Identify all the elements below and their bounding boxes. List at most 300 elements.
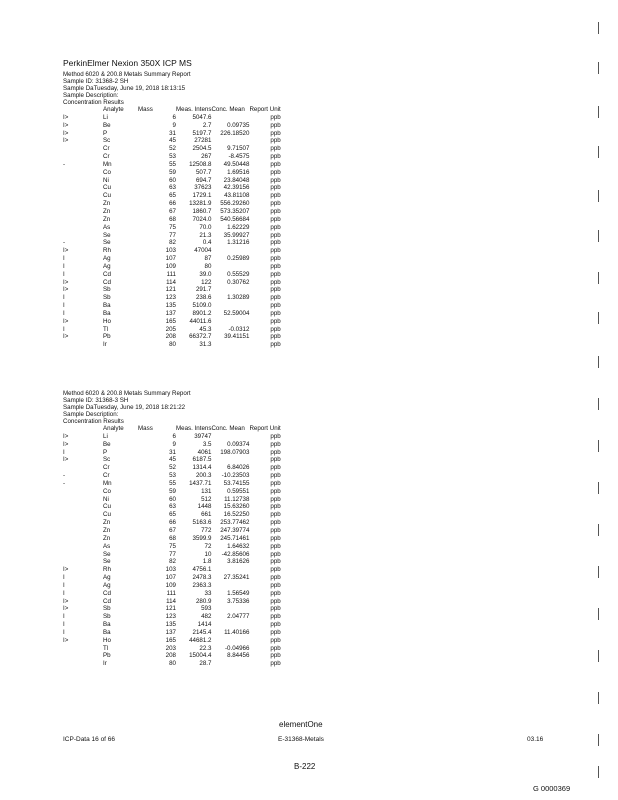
analyte-cell: Ir [103, 660, 107, 668]
meta-line: Method 6020 & 200.8 Metals Summary Report [63, 390, 191, 397]
table-row [63, 621, 281, 629]
table-row [63, 551, 281, 559]
row-flag [63, 200, 103, 208]
intensity-cell: 291.7 [195, 286, 212, 294]
table-row [63, 464, 281, 472]
unit-cell: ppb [270, 192, 281, 200]
intensity-cell: 5197.7 [192, 129, 212, 137]
analyte-cell: Zn [103, 200, 111, 208]
table-row [63, 449, 281, 457]
column-header: Mass [138, 106, 153, 113]
row-flag: I> [63, 278, 69, 286]
mass-cell: 107 [165, 574, 176, 582]
report-meta [63, 71, 313, 106]
table-row [63, 294, 281, 302]
row-flag [63, 224, 103, 232]
intensity-cell: 2504.5 [192, 145, 212, 153]
column-header: Conc. Mean [211, 106, 245, 113]
unit-cell: ppb [270, 613, 281, 621]
concentration-cell: -0.04966 [225, 644, 250, 652]
unit-cell: ppb [270, 129, 281, 137]
row-flag [63, 535, 103, 543]
concentration-cell: 1.69516 [227, 168, 250, 176]
mass-cell: 65 [169, 192, 176, 200]
row-flag: I [63, 309, 65, 317]
concentration-cell [211, 433, 249, 441]
row-flag: - [63, 479, 66, 487]
intensity-cell: 22.3 [199, 644, 212, 652]
row-flag: I [63, 574, 65, 582]
intensity-cell: 87 [204, 255, 212, 263]
table-row [63, 232, 281, 240]
concentration-cell: 42.39156 [223, 184, 250, 192]
concentration-cell [211, 660, 249, 668]
unit-cell: ppb [270, 168, 281, 176]
column-header: Analyte [103, 425, 124, 432]
unit-cell: ppb [270, 526, 281, 534]
unit-cell: ppb [270, 534, 281, 542]
intensity-cell: 482 [201, 613, 212, 621]
meta-line: Method 6020 & 200.8 Metals Summary Report [63, 71, 191, 78]
unit-cell: ppb [270, 255, 281, 263]
table-row [63, 286, 281, 294]
row-flag: I> [63, 566, 69, 574]
unit-cell: ppb [270, 495, 281, 503]
concentration-cell: 16.52250 [223, 511, 250, 519]
concentration-cell: 27.35241 [223, 574, 250, 582]
concentration-cell: 3.81626 [227, 558, 250, 566]
table-row [63, 310, 281, 318]
row-flag: I [63, 589, 65, 597]
meta-line: Concentration Results [63, 99, 124, 106]
concentration-cell: 0.59551 [227, 487, 250, 495]
analyte-cell: Mn [103, 479, 112, 487]
analyte-cell: Ag [103, 574, 111, 582]
table-row [63, 271, 281, 279]
analyte-cell: Cd [103, 589, 111, 597]
intensity-cell: 13281.9 [189, 200, 212, 208]
column-header: Report Unit [249, 106, 281, 113]
row-flag: I [63, 270, 65, 278]
header-flag-spacer [63, 425, 103, 433]
row-flag: I> [63, 605, 69, 613]
analyte-cell: Ni [103, 176, 109, 184]
mass-cell: 68 [169, 534, 176, 542]
row-flag [63, 660, 103, 668]
concentration-cell: 253.77462 [220, 519, 250, 527]
concentration-cell: 1.31216 [227, 239, 250, 247]
concentration-cell [211, 247, 249, 255]
concentration-cell [211, 605, 249, 613]
row-flag [63, 652, 103, 660]
report-sample-31368-2 [63, 71, 313, 349]
analyte-cell: Rh [103, 247, 111, 255]
analyte-cell: Sc [103, 456, 111, 464]
concentration-cell: 1.62229 [227, 223, 250, 231]
unit-cell: ppb [270, 550, 281, 558]
concentration-cell: 11.12738 [224, 495, 250, 503]
mass-cell: 109 [165, 581, 176, 589]
analyte-cell: Sb [103, 286, 111, 294]
row-flag: I [63, 628, 65, 636]
mass-cell: 103 [165, 566, 176, 574]
analyte-cell: Ho [103, 636, 111, 644]
column-header: Meas. Intens [176, 425, 212, 432]
unit-cell: ppb [270, 448, 281, 456]
analyte-cell: Ba [103, 628, 111, 636]
intensity-cell: 15004.4 [189, 652, 212, 660]
intensity-cell: 1437.71 [189, 479, 212, 487]
mass-cell: 75 [169, 223, 176, 231]
mass-cell: 6 [172, 113, 176, 121]
concentration-cell: 1.56549 [227, 589, 250, 597]
table-row [63, 582, 281, 590]
mass-cell: 123 [165, 613, 176, 621]
row-flag [63, 503, 103, 511]
unit-cell: ppb [270, 333, 281, 341]
unit-cell: ppb [270, 644, 281, 652]
row-flag: I> [63, 440, 69, 448]
column-header: Analyte [103, 106, 124, 113]
mass-cell: 31 [169, 129, 176, 137]
unit-cell: ppb [270, 231, 281, 239]
concentration-cell [211, 621, 249, 629]
table-row [63, 184, 281, 192]
meta-line: Sample DaTuesday, June 19, 2018 18:21:22 [63, 404, 186, 411]
mass-cell: 103 [165, 247, 176, 255]
analyte-cell: Ba [103, 302, 111, 310]
column-header: Conc. Mean [211, 425, 245, 432]
concentration-cell: 245.71461 [220, 534, 250, 542]
analyte-cell: Se [103, 231, 111, 239]
intensity-cell: 2363.3 [192, 581, 212, 589]
row-flag [63, 145, 103, 153]
mass-cell: 208 [165, 333, 176, 341]
unit-cell: ppb [270, 511, 281, 519]
unit-cell: ppb [270, 597, 281, 605]
table-row [63, 433, 281, 441]
intensity-cell: 512 [201, 495, 212, 503]
intensity-cell: 3599.9 [192, 534, 212, 542]
unit-cell: ppb [270, 542, 281, 550]
intensity-cell: 39747 [194, 432, 212, 440]
row-flag: I [63, 581, 65, 589]
analyte-cell: As [103, 542, 111, 550]
analyte-cell: Cd [103, 270, 111, 278]
analyte-cell: Li [103, 113, 108, 121]
meta-line: Sample DaTuesday, June 19, 2018 18:13:15 [63, 85, 186, 92]
concentration-cell: 1.30289 [227, 294, 250, 302]
unit-cell: ppb [270, 239, 281, 247]
analyte-cell: Cu [103, 511, 111, 519]
table-row [63, 527, 281, 535]
analyte-cell: Zn [103, 207, 111, 215]
unit-cell: ppb [270, 223, 281, 231]
table-row [63, 535, 281, 543]
concentration-cell [211, 637, 249, 645]
intensity-cell: 27281 [194, 137, 212, 145]
mass-cell: 66 [169, 519, 176, 527]
concentration-cell: 3.75336 [227, 597, 250, 605]
table-row [63, 488, 281, 496]
intensity-cell: 694.7 [195, 176, 212, 184]
concentration-cell [211, 263, 249, 271]
row-flag: - [63, 160, 66, 168]
concentration-cell: 0.30762 [227, 278, 250, 286]
table-row [63, 145, 281, 153]
mass-cell: 63 [169, 503, 176, 511]
table-row [63, 519, 281, 527]
table-row [63, 598, 281, 606]
concentration-cell: 52.59004 [223, 309, 250, 317]
mass-cell: 135 [165, 302, 176, 310]
intensity-cell: 507.7 [195, 168, 212, 176]
mass-cell: 68 [169, 215, 176, 223]
concentration-cell [211, 137, 249, 145]
document-id: G 0000369 [533, 784, 571, 793]
unit-cell: ppb [270, 215, 281, 223]
row-flag: I [63, 325, 65, 333]
unit-cell: ppb [270, 472, 281, 480]
intensity-cell: 1448 [197, 503, 212, 511]
table-row [63, 263, 281, 271]
row-flag: - [63, 239, 66, 247]
analyte-cell: Zn [103, 215, 111, 223]
row-flag [63, 488, 103, 496]
meta-line: Sample ID: 31368-3 SH [63, 397, 129, 404]
intensity-cell: 122 [201, 278, 212, 286]
mass-cell: 45 [169, 137, 176, 145]
unit-cell: ppb [270, 589, 281, 597]
unit-cell: ppb [270, 294, 281, 302]
intensity-cell: 37623 [194, 184, 212, 192]
table-row [63, 645, 281, 653]
concentration-cell [211, 286, 249, 294]
mass-cell: 123 [165, 294, 176, 302]
concentration-cell: 15.63260 [223, 503, 250, 511]
intensity-cell: 5047.6 [192, 113, 212, 121]
table-row [63, 480, 281, 488]
concentration-cell: 49.50448 [223, 160, 250, 168]
intensity-cell: 66372.7 [189, 333, 212, 341]
row-flag [63, 192, 103, 200]
page-code: B-222 [294, 762, 316, 771]
intensity-cell: 1.8 [202, 558, 212, 566]
intensity-cell: 280.9 [195, 597, 212, 605]
unit-cell: ppb [270, 153, 281, 161]
table-row [63, 169, 281, 177]
table-row [63, 326, 281, 334]
analyte-cell: Cd [103, 278, 111, 286]
unit-cell: ppb [270, 636, 281, 644]
header-row [63, 425, 281, 433]
row-flag [63, 341, 103, 349]
concentration-cell: 35.99927 [223, 231, 250, 239]
unit-cell: ppb [270, 309, 281, 317]
unit-cell: ppb [270, 262, 281, 270]
mass-cell: 6 [172, 432, 176, 440]
mass-cell: 31 [169, 448, 176, 456]
row-flag [63, 551, 103, 559]
concentration-cell: 8.84456 [227, 652, 250, 660]
intensity-cell: 21.3 [199, 231, 212, 239]
unit-cell: ppb [270, 621, 281, 629]
row-flag: I> [63, 432, 69, 440]
intensity-cell: 1314.4 [192, 464, 212, 472]
unit-cell: ppb [270, 652, 281, 660]
table-row [63, 216, 281, 224]
analyte-cell: Pb [103, 333, 111, 341]
table-row [63, 629, 281, 637]
concentration-cell: 0.25989 [227, 255, 250, 263]
analyte-cell: Sb [103, 605, 111, 613]
row-flag [63, 496, 103, 504]
intensity-cell: 8901.2 [192, 309, 212, 317]
row-flag: I> [63, 137, 69, 145]
analyte-cell: Zn [103, 519, 111, 527]
analyte-cell: Se [103, 558, 111, 566]
concentration-cell: -8.4575 [228, 153, 250, 161]
analyte-cell: P [103, 129, 108, 137]
mass-cell: 9 [172, 121, 176, 129]
unit-cell: ppb [270, 184, 281, 192]
meta-line: Concentration Results [63, 418, 124, 425]
intensity-cell: 39.0 [199, 270, 212, 278]
analyte-cell: Li [103, 432, 108, 440]
row-flag: I [63, 255, 65, 263]
unit-cell: ppb [270, 247, 281, 255]
concentration-cell: 6.84026 [227, 464, 250, 472]
footer-left-label: ICP-Data 16 of 66 [63, 736, 116, 743]
analyte-cell: Cr [103, 145, 110, 153]
concentration-cell [211, 114, 249, 122]
analyte-cell: Cu [103, 503, 111, 511]
row-flag: I> [63, 129, 69, 137]
mass-cell: 109 [165, 262, 176, 270]
analyte-cell: Sc [103, 137, 111, 145]
row-flag [63, 527, 103, 535]
unit-cell: ppb [270, 160, 281, 168]
unit-cell: ppb [270, 605, 281, 613]
unit-cell: ppb [270, 464, 281, 472]
mass-cell: 55 [169, 479, 176, 487]
unit-cell: ppb [270, 581, 281, 589]
table-row [63, 341, 281, 349]
table-row [63, 114, 281, 122]
analyte-cell: Cu [103, 184, 111, 192]
mass-cell: 59 [169, 487, 176, 495]
mass-cell: 60 [169, 176, 176, 184]
row-flag: I> [63, 286, 69, 294]
concentration-cell: -42.85606 [221, 550, 250, 558]
mass-cell: 114 [166, 278, 176, 286]
concentration-cell [211, 456, 249, 464]
results-body [63, 433, 281, 668]
analyte-cell: Be [103, 440, 111, 448]
results-table [63, 425, 281, 668]
intensity-cell: 772 [201, 526, 212, 534]
column-header: Report Unit [249, 425, 281, 432]
mass-cell: 165 [165, 636, 176, 644]
table-row [63, 279, 281, 287]
mass-cell: 75 [169, 542, 176, 550]
table-row [63, 177, 281, 185]
table-row [63, 333, 281, 341]
intensity-cell: 80 [204, 262, 212, 270]
footer-center-title: elementOne [279, 720, 323, 729]
table-row [63, 496, 281, 504]
mass-cell: 9 [172, 440, 176, 448]
row-flag: I [63, 262, 65, 270]
unit-cell: ppb [270, 176, 281, 184]
mass-cell: 114 [166, 597, 176, 605]
unit-cell: ppb [270, 558, 281, 566]
analyte-cell: Mn [103, 160, 112, 168]
table-row [63, 660, 281, 668]
analyte-cell: Ag [103, 255, 111, 263]
row-flag: - [63, 472, 66, 480]
table-row [63, 637, 281, 645]
unit-cell: ppb [270, 660, 281, 668]
footer-center-label: E-31368-Metals [278, 736, 324, 743]
intensity-cell: 593 [201, 605, 212, 613]
intensity-cell: 33 [204, 589, 212, 597]
mass-cell: 135 [165, 621, 176, 629]
unit-cell: ppb [270, 566, 281, 574]
results-header [63, 425, 281, 433]
intensity-cell: 2145.4 [192, 628, 212, 636]
intensity-cell: 1414 [197, 621, 212, 629]
unit-cell: ppb [270, 145, 281, 153]
row-flag [63, 216, 103, 224]
row-flag: I> [63, 636, 69, 644]
analyte-cell: Tl [103, 644, 109, 652]
concentration-cell: 11.40166 [224, 628, 250, 636]
row-flag [63, 232, 103, 240]
row-flag [63, 184, 103, 192]
intensity-cell: 238.6 [195, 294, 212, 302]
column-header: Meas. Intens [176, 106, 212, 113]
mass-cell: 107 [165, 255, 176, 263]
analyte-cell: Rh [103, 566, 111, 574]
concentration-cell: 540.56684 [220, 215, 250, 223]
intensity-cell: 0.4 [202, 239, 212, 247]
row-flag [63, 511, 103, 519]
mass-cell: 80 [169, 341, 176, 349]
intensity-cell: 131 [201, 487, 212, 495]
row-flag [63, 177, 103, 185]
table-row [63, 574, 281, 582]
unit-cell: ppb [270, 479, 281, 487]
analyte-cell: Sb [103, 294, 111, 302]
intensity-cell: 44011.6 [189, 317, 212, 325]
row-flag: I> [63, 121, 69, 129]
row-flag [63, 543, 103, 551]
unit-cell: ppb [270, 278, 281, 286]
analyte-cell: Tl [103, 325, 109, 333]
intensity-cell: 44681.2 [189, 636, 212, 644]
concentration-cell: 247.39774 [220, 526, 250, 534]
table-row [63, 247, 281, 255]
analyte-cell: Cd [103, 597, 111, 605]
table-row [63, 200, 281, 208]
concentration-cell: 556.29260 [220, 200, 250, 208]
intensity-cell: 7024.0 [192, 215, 212, 223]
mass-cell: 82 [169, 239, 176, 247]
intensity-cell: 70.0 [199, 223, 212, 231]
unit-cell: ppb [270, 207, 281, 215]
analyte-cell: Zn [103, 534, 111, 542]
